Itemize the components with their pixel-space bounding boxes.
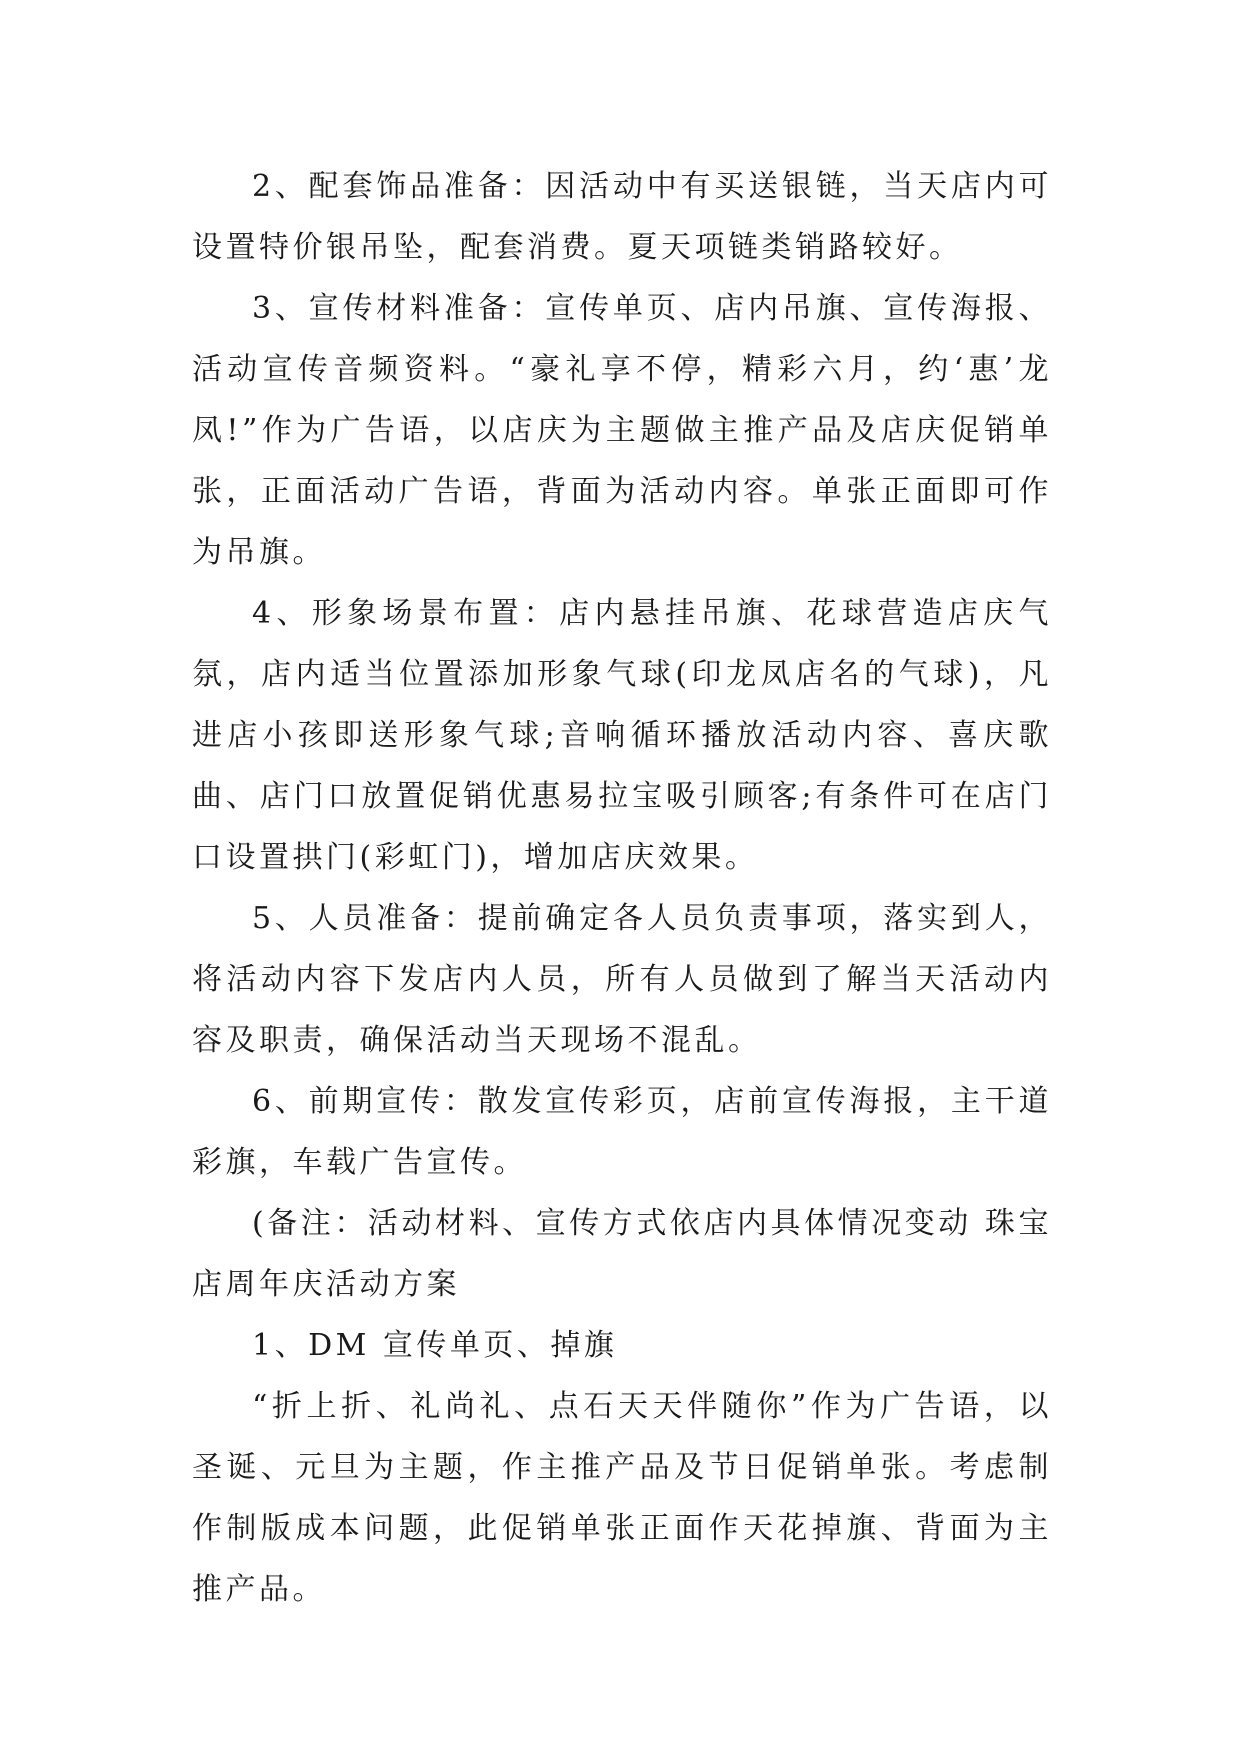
paragraph-scene-layout: 4、形象场景布置：店内悬挂吊旗、花球营造店庆气氛，店内适当位置添加形象气球(印龙凤店名的气球)，凡进店小孩即送形象气球;音响循环播放活动内容、喜庆歌曲、店门口放置促销优惠易拉宝吸引顾客;有条件可在店门口设置拱门(彩虹门)，增加店庆效果。: [192, 596, 1052, 875]
paragraph-accessories-prep: 2、配套饰品准备：因活动中有买送银链，当天店内可设置特价银吊坠，配套消费。夏天项链类销路较好。: [192, 169, 1052, 265]
paragraph-remark: (备注：活动材料、宣传方式依店内具体情况变动 珠宝店周年庆活动方案: [192, 1206, 1052, 1302]
paragraph-slogan: “折上折、礼尚礼、点石天天伴随你”作为广告语，以圣诞、元旦为主题，作主推产品及节日促销单张。考虑制作制版成本问题，此促销单张正面作天花掉旗、背面为主推产品。: [192, 1389, 1052, 1607]
paragraph-staff-prep: 5、人员准备：提前确定各人员负责事项，落实到人，将活动内容下发店内人员，所有人员做到了解当天活动内容及职责，确保活动当天现场不混乱。: [192, 901, 1052, 1058]
paragraph-early-promotion: 6、前期宣传：散发宣传彩页，店前宣传海报，主干道彩旗，车载广告宣传。: [192, 1084, 1052, 1180]
document-body: [192, 156, 1052, 1620]
paragraph-dm-flyer-heading: 1、DM 宣传单页、掉旗: [252, 1328, 618, 1363]
paragraph-promo-materials: 3、宣传材料准备：宣传单页、店内吊旗、宣传海报、活动宣传音频资料。“豪礼享不停，精彩六月，约‘惠’龙凤!”作为广告语，以店庆为主题做主推产品及店庆促销单张，正面活动广告语，背面为活动内容。单张正面即可作为吊旗。: [192, 291, 1052, 570]
